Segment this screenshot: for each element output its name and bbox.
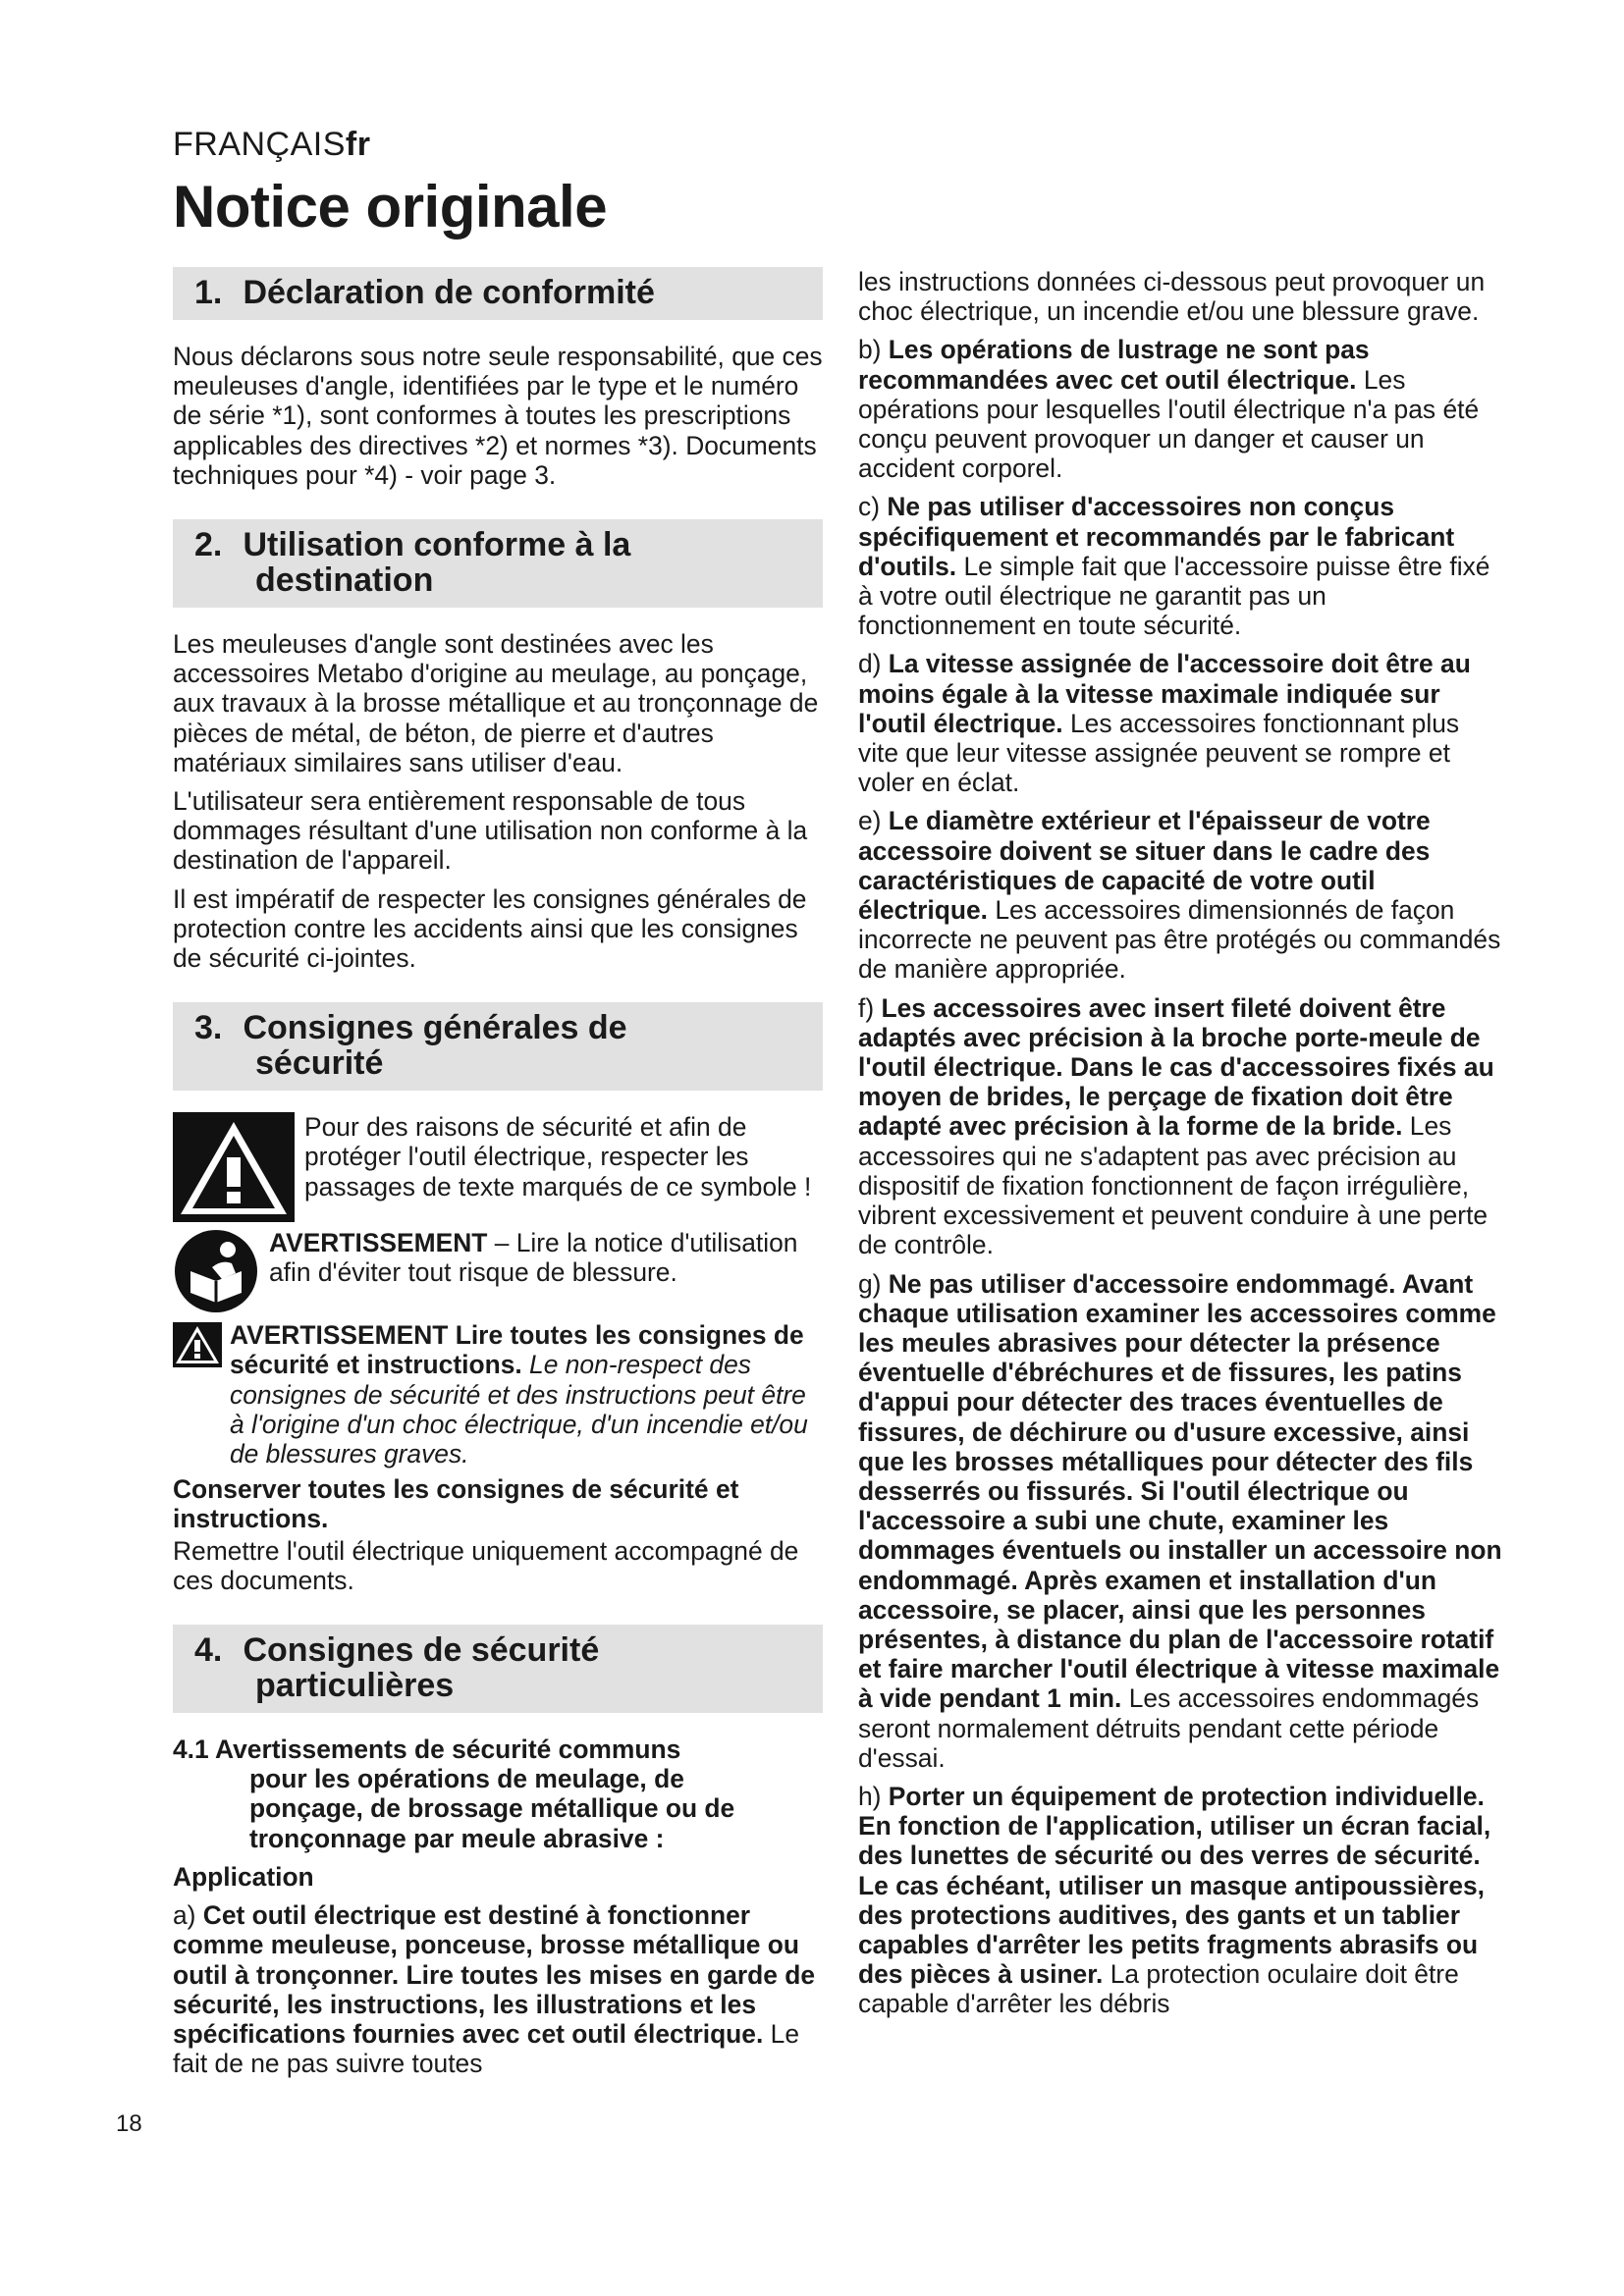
language-header bbox=[173, 126, 370, 164]
safety-symbol-note bbox=[173, 1112, 823, 1222]
item-a-text: Le fait de ne pas suivre toutes bbox=[173, 2018, 800, 2079]
section-4-number: 4. bbox=[194, 1631, 223, 1670]
section-1-text: Nous déclarons sous notre seule responsabilité, que ces meuleuses d'angle, identifiées par le type et le numéro de série *1), sont conformes à toutes les prescriptions applicables des directives *2) et normes *3). Documents techniques pour *4) - voir page 3. bbox=[173, 342, 823, 490]
safety-symbol-text: Pour des raisons de sécurité et afin de protéger l'outil électrique, respecter les passages de texte marqués de ce symbole ! bbox=[304, 1112, 812, 1201]
warning-triangle-icon bbox=[173, 1322, 222, 1367]
item-g-bold: Ne pas utiliser d'accessoire endommagé. Avant chaque utilisation examiner les accessoires comme les meules abrasives pour détecter la présence éventuelle d'ébréchures et de fissures, les patins d'appui pour détecter des traces éventuelles de fissures, de déchirure ou d'usure excessive, ainsi que les brosses métalliques pour détecter des fils desserrés ou fissurés. Si l'outil électrique ou l'accessoire a subi une chute, examiner les dommages éventuels ou installer un accessoire non endommagé. Après examen et installation d'un accessoire, se placer, ainsi que les personnes présentes, à distance du plan de l'accessoire rotatif et faire marcher l'outil électrique à vitesse maximale à vide pendant 1 min. bbox=[858, 1268, 1502, 1714]
manual-warning-text: – Lire la notice d'utilisation afin d'éviter tout risque de blessure. bbox=[269, 1228, 798, 1288]
read-manual-note bbox=[173, 1228, 823, 1314]
language-code: fr bbox=[345, 126, 371, 163]
item-d-label: d) bbox=[858, 649, 882, 679]
section-1-heading bbox=[173, 267, 823, 320]
section-2-paragraph-2: L'utilisateur sera entièrement responsable de tous dommages résultant d'une utilisation non conforme à la destination de l'appareil. bbox=[173, 786, 808, 876]
application-heading: Application bbox=[173, 1861, 314, 1892]
section-2-number: 2. bbox=[194, 526, 223, 564]
section-3-number: 3. bbox=[194, 1009, 223, 1047]
continued-text: les instructions données ci-dessous peut provoquer un choc électrique, un incendie et/ou une blessure grave. bbox=[858, 267, 1486, 327]
item-e bbox=[858, 806, 1506, 984]
section-3-title-line1: Consignes générales de bbox=[243, 1009, 627, 1047]
section-2-title-line1: Utilisation conforme à la bbox=[243, 526, 631, 564]
manual-warning-label: AVERTISSEMENT bbox=[269, 1228, 488, 1258]
language-label: FRANÇAIS bbox=[173, 126, 346, 163]
keep-instructions-text: Remettre l'outil électrique uniquement accompagné de ces documents. bbox=[173, 1535, 799, 1595]
subsection-4-1-line3: ponçage, de brossage métallique ou de bbox=[249, 1793, 735, 1824]
item-e-text: Les accessoires dimensionnés de façon incorrecte ne peuvent pas être protégés ou commandés de manière appropriée. bbox=[858, 895, 1501, 985]
warning-read-all-italic: Le non-respect des consignes de sécurité et des instructions peut être à l'origine d'un choc électrique, d'un incendie et/ou de blessures graves. bbox=[230, 1350, 808, 1469]
section-4-title-line2: particulières bbox=[255, 1667, 455, 1705]
keep-instructions-bold: Conserver toutes les consignes de sécurité et instructions. bbox=[173, 1474, 739, 1534]
item-f-label: f) bbox=[858, 992, 875, 1023]
section-2-paragraph-1: Les meuleuses d'angle sont destinées avec les accessoires Metabo d'origine au meulage, au ponçage, aux travaux à la brosse métallique et au tronçonnage de pièces de métal, de béton, de pierre et d'autres matériaux similaires sans utiliser d'eau. bbox=[173, 629, 819, 777]
item-d bbox=[858, 649, 1506, 797]
item-h-label: h) bbox=[858, 1781, 882, 1811]
section-1-number: 1. bbox=[194, 274, 223, 311]
item-e-bold: Le diamètre extérieur et l'épaisseur de votre accessoire doivent se situer dans le cadre des caractéristiques de capacité de votre outil électrique. bbox=[858, 806, 1431, 926]
item-h bbox=[858, 1782, 1506, 2019]
item-b bbox=[858, 335, 1506, 483]
item-c-text: Le simple fait que l'accessoire puisse être fixé à votre outil électrique ne garantit pas un fonctionnement en toute sécurité. bbox=[858, 551, 1490, 641]
warning-triangle-icon bbox=[173, 1112, 295, 1222]
warning-read-all-bold: AVERTISSEMENT Lire toutes les consignes de sécurité et instructions. bbox=[230, 1320, 804, 1380]
subsection-4-1-heading bbox=[173, 1735, 823, 1853]
section-1-title: Déclaration de conformité bbox=[243, 274, 655, 311]
section-3-title-line2: sécurité bbox=[255, 1044, 384, 1083]
item-d-text: Les accessoires fonctionnant plus vite que leur vitesse assignée peuvent se rompre et voler en éclat. bbox=[858, 708, 1460, 798]
read-manual-icon bbox=[173, 1228, 259, 1314]
item-f-bold: Les accessoires avec insert fileté doivent être adaptés avec précision à la broche porte-meule de l'outil électrique. Dans le cas d'accessoires fixés au moyen de brides, le perçage de fixation doit être adapté avec précision à la forme de la bride. bbox=[858, 992, 1494, 1142]
subsection-4-1-line2: pour les opérations de meulage, de bbox=[249, 1764, 684, 1794]
section-2-title-line2: destination bbox=[255, 561, 434, 600]
item-g-label: g) bbox=[858, 1268, 882, 1299]
item-c-bold: Ne pas utiliser d'accessoires non conçus spécifiquement et recommandés par le fabricant d'outils. bbox=[858, 492, 1455, 581]
section-4-title-line1: Consignes de sécurité bbox=[243, 1631, 600, 1670]
item-g-text: Les accessoires endommagés seront normalement détruits pendant cette période d'essai. bbox=[858, 1683, 1480, 1773]
item-e-label: e) bbox=[858, 806, 882, 836]
item-g bbox=[858, 1269, 1506, 1773]
section-4-heading bbox=[173, 1625, 823, 1713]
item-c bbox=[858, 492, 1506, 640]
item-c-label: c) bbox=[858, 492, 880, 522]
item-a-bold: Cet outil électrique est destiné à fonctionner comme meuleuse, ponceuse, brosse métallique ou outil à tronçonner. Lire toutes les mises en garde de sécurité, les instructions, les illustrations et les spécifications fournies avec cet outil électrique. bbox=[173, 1900, 816, 2049]
item-b-text: Les opérations pour lesquelles l'outil électrique n'a pas été conçu peuvent provoquer un danger et causer un accident corporel. bbox=[858, 364, 1480, 484]
item-a-label: a) bbox=[173, 1900, 196, 1931]
item-h-text: La protection oculaire doit être capable d'arrêter les débris bbox=[858, 1959, 1459, 2019]
subsection-4-1-line4: tronçonnage par meule abrasive : bbox=[249, 1823, 665, 1853]
section-2-paragraph-3: Il est impératif de respecter les consignes générales de protection contre les accidents ainsi que les consignes de sécurité ci-jointes. bbox=[173, 883, 807, 974]
section-2-heading bbox=[173, 519, 823, 608]
read-all-warnings-note bbox=[173, 1320, 823, 1468]
left-column bbox=[173, 267, 823, 2087]
page-title: Notice originale bbox=[173, 174, 608, 240]
item-f bbox=[858, 993, 1506, 1260]
item-h-bold: Porter un équipement de protection individuelle. En fonction de l'application, utiliser un écran facial, des lunettes de sécurité ou des verres de sécurité. Le cas échéant, utiliser un masque antipoussières, des protections auditives, des gants et un tablier capables d'arrêter les petits fragments abrasifs ou des pièces à usiner. bbox=[858, 1781, 1491, 1990]
item-f-text: Les accessoires qui ne s'adaptent pas avec précision au dispositif de fixation fonctionnent de façon irrégulière, vibrent excessivement et peuvent conduire à une perte de contrôle. bbox=[858, 1111, 1489, 1260]
item-d-bold: La vitesse assignée de l'accessoire doit être au moins égale à la vitesse maximale indiquée sur l'outil électrique. bbox=[858, 649, 1471, 738]
page-number: 18 bbox=[116, 2110, 142, 2137]
item-b-bold: Les opérations de lustrage ne sont pas recommandées avec cet outil électrique. bbox=[858, 335, 1370, 395]
item-a bbox=[173, 1900, 823, 2078]
item-b-label: b) bbox=[858, 335, 882, 365]
section-3-heading bbox=[173, 1002, 823, 1091]
subsection-4-1-line1: 4.1 Avertissements de sécurité communs bbox=[173, 1735, 681, 1765]
right-column bbox=[858, 267, 1506, 2028]
